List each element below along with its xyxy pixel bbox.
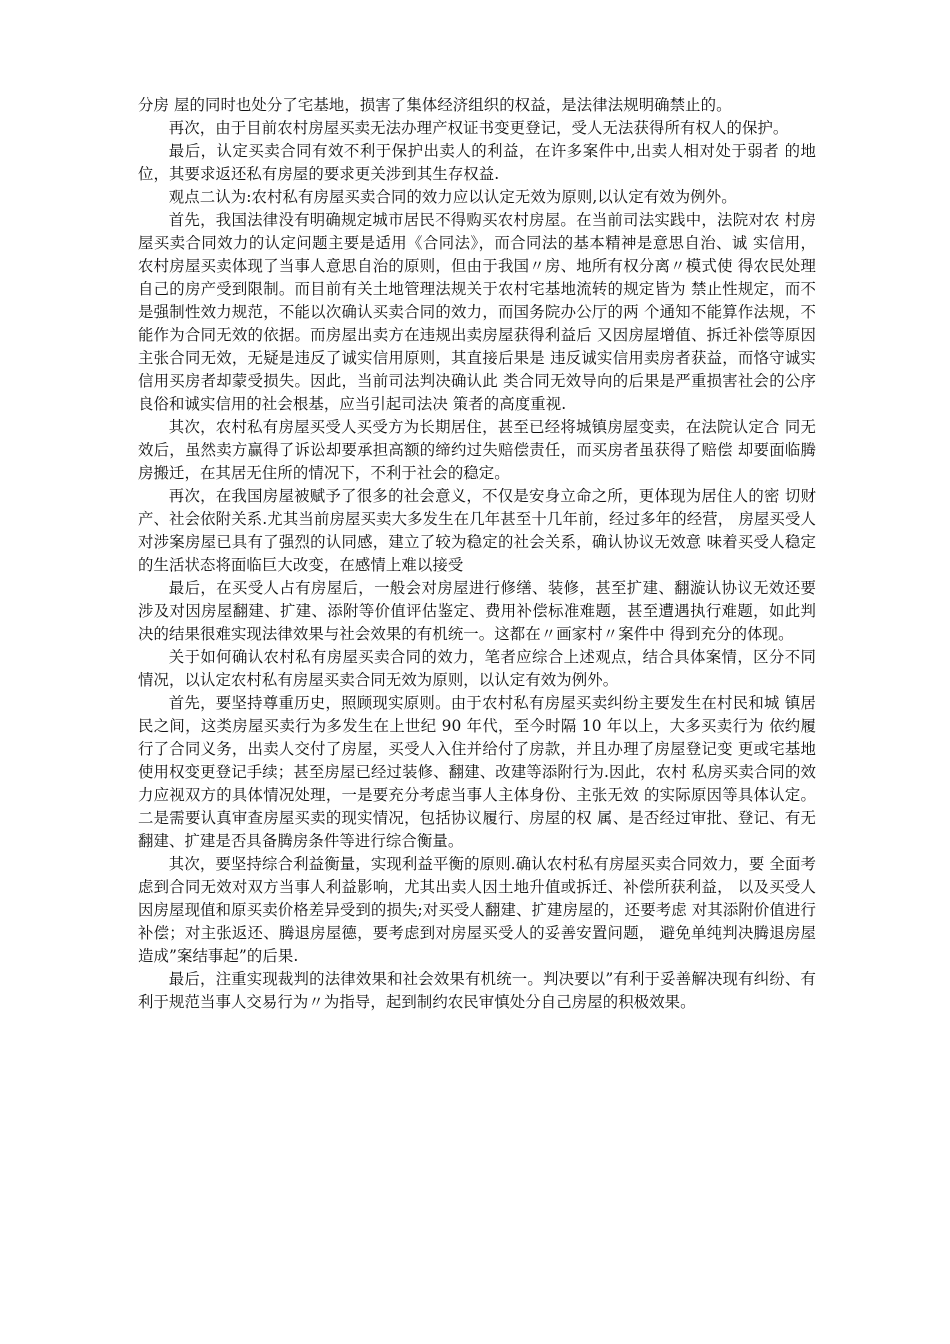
document-page	[138, 94, 816, 1014]
paragraph: 其次，农村私有房屋买受人买受方为长期居住，甚至已经将城镇房屋变卖，在法院认定合 同无效后，虽然卖方赢得了诉讼却要承担高额的缔约过失赔偿责任，而买房者虽获得了赔偿 却要面临腾房搬迁，在其居无住所的情况下，不利于社会的稳定。	[138, 418, 816, 482]
paragraph: 其次，要坚持综合利益衡量，实现利益平衡的原则.确认农村私有房屋买卖合同效力，要 全面考虑到合同无效对双方当事人利益影响，尤其出卖人因土地升值或拆迁、补偿所获利益， 以及买受人因房屋现值和原买卖价格差异受到的损失;对买受人翻建、扩建房屋的，还要考虑 对其添附价值进行补偿；对主张返还、腾退房屋德，要考虑到对房屋买受人的妥善安置问题， 避免单纯判决腾退房屋造成”案结事起”的后果.	[138, 855, 816, 965]
paragraph: 再次，由于目前农村房屋买卖无法办理产权证书变更登记，受人无法获得所有权人的保护。	[168, 119, 789, 137]
paragraph: 最后，在买受人占有房屋后，一般会对房屋进行修缮、装修，甚至扩建、翻漩认协议无效还要涉及对因房屋翻建、扩建、添附等价值评估鉴定、费用补偿标准难题，甚至遭遇执行难题，如此判决的结果很难实现法律效果与社会效果的有机统一。这都在〃画家村〃案件中 得到充分的体现。	[138, 579, 816, 643]
paragraph: 首先，我国法律没有明确规定城市居民不得购买农村房屋。在当前司法实践中，法院对农 村房屋买卖合同效力的认定问题主要是适用《合同法》，而合同法的基本精神是意思自治、诚 实信用，农村房屋买卖体现了当事人意思自治的原则，但由于我国〃房、地所有权分离〃模式使 得农民处理自己的房产受到限制。而目前有关土地管理法规关于农村宅基地流转的规定皆为 禁止性规定，而不是强制性效力规范，不能以次确认买卖合同的效力，而国务院办公厅的两 个通知不能算作法规，不能作为合同无效的依据。而房屋出卖方在违规出卖房屋获得利益后 又因房屋增值、拆迁补偿等原因主张合同无效，无疑是违反了诚实信用原则，其直接后果是 违反诚实信用卖房者获益，而恪守诚实信用买房者却蒙受损失。因此，当前司法判决确认此 类合同无效导向的后果是严重损害社会的公序良俗和诚实信用的社会根基，应当引起司法决 策者的高度重视.	[138, 211, 816, 413]
paragraph: 再次，在我国房屋被赋予了很多的社会意义，不仅是安身立命之所，更体现为居住人的密 切财产、社会依附关系.尤其当前房屋买卖大多发生在几年甚至十几年前，经过多年的经营， 房屋买受人对涉案房屋已具有了强烈的认同感，建立了较为稳定的社会关系，确认协议无效意 味着买受人稳定的生活状态将面临巨大改变，在感情上难以接受	[138, 487, 816, 574]
paragraph: 最后，注重实现裁判的法律效果和社会效果有机统一。判决要以”有利于妥善解决现有纠纷、有利于规范当事人交易行为〃为指导，起到制约农民审慎处分自己房屋的积极效果。	[138, 970, 816, 1011]
paragraph: 首先，要坚持尊重历史，照顾现实原则。由于农村私有房屋买卖纠纷主要发生在村民和城 镇居民之间，这类房屋买卖行为多发生在上世纪 90 年代，至今时隔 10 年以上，大多买卖行为 依约履行了合同义务，出卖人交付了房屋，买受人入住并给付了房款，并且办理了房屋登记变 更或宅基地使用权变更登记手续；甚至房屋已经过装修、翻建、改建等添附行为.因此，农村 私房买卖合同的效力应视双方的具体情况处理，一是要充分考虑当事人主体身份、主张无效 的实际原因等具体认定。二是需要认真审查房屋买卖的现实情况，包括协议履行、房屋的权 属、是否经过审批、登记、有无翻建、扩建是否具备腾房条件等进行综合衡量。	[138, 694, 816, 850]
paragraph: 观点二认为:农村私有房屋买卖合同的效力应以认定无效为原则,以认定有效为例外。	[168, 188, 737, 206]
paragraph: 最后，认定买卖合同有效不利于保护出卖人的利益，在许多案件中,出卖人相对处于弱者 的地位，其要求返还私有房屋的要求更关涉到其生存权益.	[138, 142, 816, 183]
paragraph: 分房 屋的同时也处分了宅基地，损害了集体经济组织的权益，是法律法规明确禁止的。	[138, 96, 732, 114]
paragraph: 关于如何确认农村私有房屋买卖合同的效力，笔者应综合上述观点，结合具体案情，区分不同情况，以认定农村私有房屋买卖合同无效为原则，以认定有效为例外。	[138, 648, 816, 689]
